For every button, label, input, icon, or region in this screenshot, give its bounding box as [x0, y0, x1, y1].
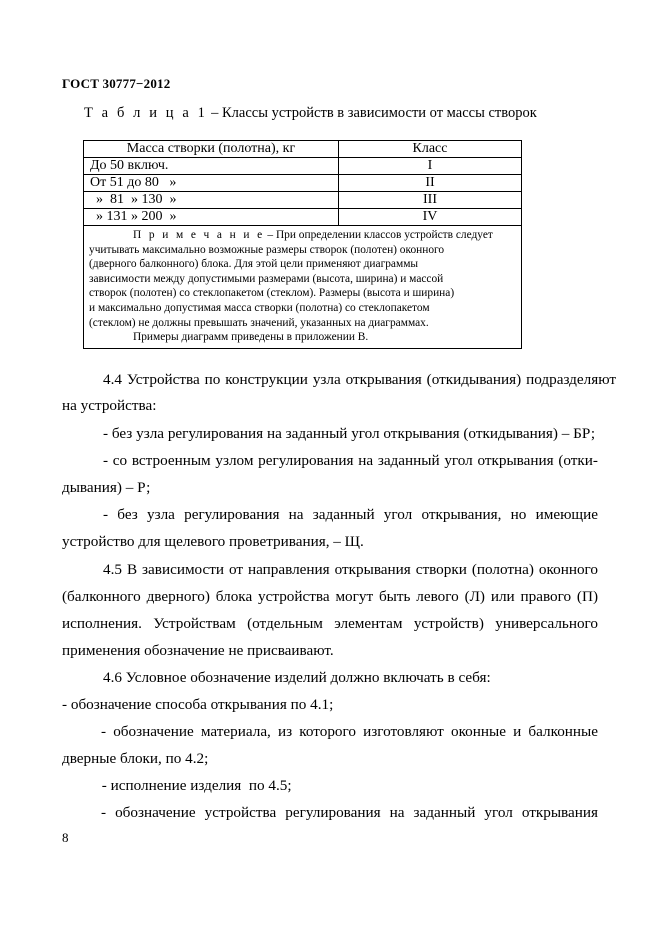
table-caption	[84, 105, 537, 122]
note-line: зависимости между допустимыми размерами (высота, ширина) и массой	[89, 272, 444, 285]
paragraph-line: дверные блоки, по 4.2;	[62, 750, 209, 767]
note-label: П р и м е ч а н и е	[133, 229, 265, 241]
class-cell: IV	[339, 209, 522, 226]
table-caption-label: Т а б л и ц а 1	[84, 105, 208, 121]
paragraph-line: дывания) – Р;	[62, 479, 151, 496]
paragraph-line: - обозначение способа открывания по 4.1;	[62, 696, 334, 713]
mass-cell: До 50 включ.	[84, 158, 339, 175]
paragraph-line: применения обозначение не присваивают.	[62, 642, 334, 659]
paragraph-line: - со встроенным узлом регулирования на заданный угол открывания (отки-	[103, 452, 598, 469]
table-row	[84, 209, 522, 226]
class-cell: III	[339, 192, 522, 209]
paragraph-line: 4.6 Условное обозначение изделий должно включать в себя:	[103, 669, 491, 686]
note-last-line: Примеры диаграмм приведены в приложении В.	[133, 331, 369, 344]
page-number: 8	[62, 830, 69, 845]
column-header-mass: Масса створки (полотна), кг	[84, 141, 339, 158]
note-line: створок (полотен) со стеклопакетом (стеклом). Размеры (высота и ширина)	[89, 287, 455, 300]
mass-cell: » 131 » 200 »	[84, 209, 339, 226]
mass-cell: От 51 до 80 »	[84, 175, 339, 192]
table-caption-title: – Классы устройств в зависимости от массы створок	[207, 105, 537, 121]
table-note-row	[84, 226, 522, 349]
class-cell: I	[339, 158, 522, 175]
table-row	[84, 158, 522, 175]
note-line: (дверного балконного) блока. Для этой цели применяют диаграммы	[89, 258, 419, 271]
paragraph-line: - обозначение материала, из которого изготовляют оконные и балконные	[101, 723, 598, 740]
paragraph-line: (балконного дверного) блока устройства могут быть левого (Л) или правого (П)	[62, 588, 598, 605]
paragraph-line: - исполнение изделия по 4.5;	[98, 777, 292, 794]
note-line: и максимально допустимая масса створки (полотна) со стеклопакетом	[89, 301, 430, 314]
paragraph-line: 4.4 Устройства по конструкции узла открывания (откидывания) подразделяют	[103, 371, 616, 388]
paragraph-line: на устройства:	[62, 397, 157, 414]
device-class-table	[83, 140, 522, 349]
class-cell: II	[339, 175, 522, 192]
mass-cell: » 81 » 130 »	[84, 192, 339, 209]
paragraph-line: 4.5 В зависимости от направления открывания створки (полотна) оконного	[103, 561, 598, 578]
table-note	[84, 226, 522, 349]
paragraph-line: - без узла регулирования на заданный угол открывания, но имеющие	[103, 506, 598, 523]
note-line: (стеклом) не должны превышать значений, указанных на диаграммах.	[89, 316, 429, 329]
table-header-row	[84, 141, 522, 158]
note-line: учитывать максимально возможные размеры створок (полотен) оконного	[89, 243, 445, 256]
note-line: – При определении классов устройств следует	[264, 229, 493, 241]
table-row	[84, 175, 522, 192]
paragraph-line: устройство для щелевого проветривания, – Щ.	[62, 533, 364, 550]
paragraph-line: - обозначение устройства регулирования на заданный угол открывания	[101, 804, 598, 821]
paragraph-line: исполнения. Устройствам (отдельным элементам устройств) универсального	[62, 615, 598, 632]
document-header: ГОСТ 30777−2012	[62, 76, 171, 91]
column-header-class: Класс	[339, 141, 522, 158]
paragraph-line: - без узла регулирования на заданный угол открывания (откидывания) – БР;	[103, 425, 596, 442]
table-row	[84, 192, 522, 209]
